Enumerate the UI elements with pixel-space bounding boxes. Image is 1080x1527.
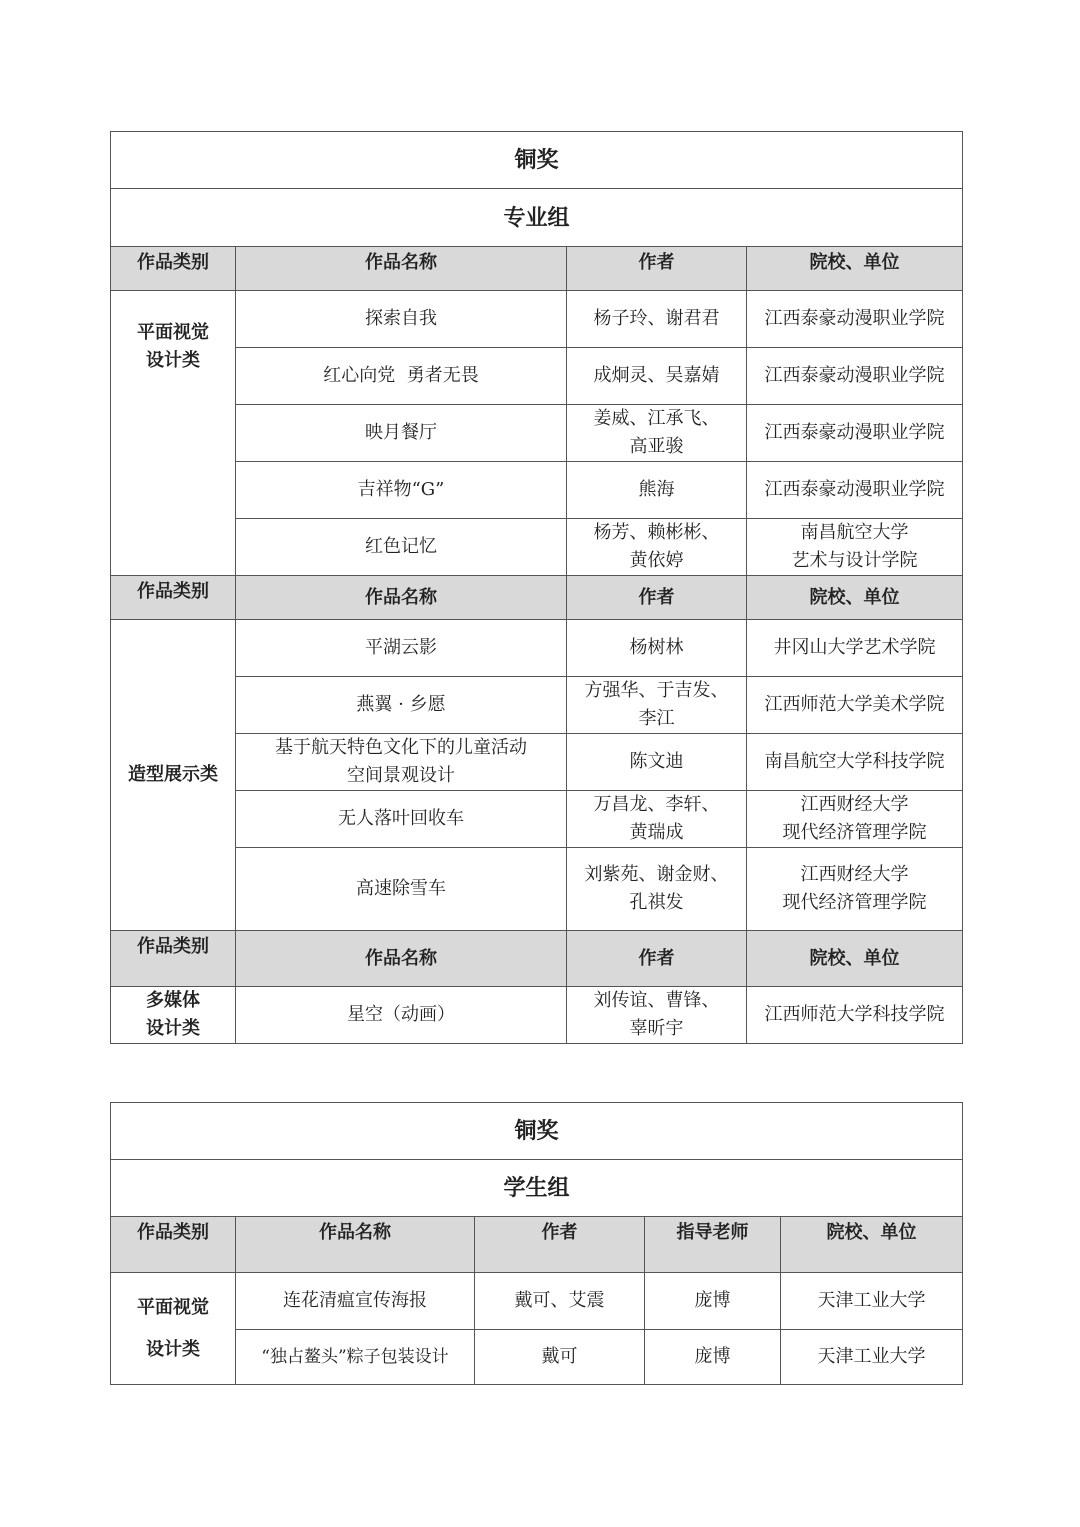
header-school: 院校、单位 bbox=[747, 576, 963, 620]
table-row bbox=[111, 734, 963, 791]
header-category: 作品类别 bbox=[111, 1217, 236, 1273]
work-author: 万昌龙、李轩、 黄瑞成 bbox=[567, 791, 747, 848]
category-multimedia: 多媒体 设计类 bbox=[111, 987, 236, 1044]
work-school: 南昌航空大学 艺术与设计学院 bbox=[747, 519, 963, 576]
work-name: 探索自我 bbox=[236, 291, 567, 348]
work-school: 江西泰豪动漫职业学院 bbox=[747, 405, 963, 462]
work-author: 成炯灵、吴嘉婧 bbox=[567, 348, 747, 405]
category-graphic: 平面视觉 设计类 bbox=[111, 1273, 236, 1385]
header-name: 作品名称 bbox=[236, 931, 567, 987]
header-name: 作品名称 bbox=[236, 1217, 475, 1273]
work-school: 天津工业大学 bbox=[781, 1330, 963, 1385]
work-school: 江西泰豪动漫职业学院 bbox=[747, 291, 963, 348]
work-teacher: 庞博 bbox=[645, 1330, 781, 1385]
work-author: 杨树林 bbox=[567, 620, 747, 677]
work-author: 刘紫苑、谢金财、 孔祺发 bbox=[567, 848, 747, 931]
header-row bbox=[111, 1217, 963, 1273]
header-author: 作者 bbox=[567, 576, 747, 620]
work-author: 方强华、于吉发、 李江 bbox=[567, 677, 747, 734]
table-row bbox=[111, 519, 963, 576]
table-row bbox=[111, 291, 963, 348]
table-row bbox=[111, 677, 963, 734]
award-title: 铜奖 bbox=[111, 1103, 963, 1160]
work-author: 戴可、艾震 bbox=[475, 1273, 645, 1330]
work-name: 连花清瘟宣传海报 bbox=[236, 1273, 475, 1330]
table-row bbox=[111, 348, 963, 405]
student-award-table bbox=[110, 1102, 963, 1385]
work-author: 陈文迪 bbox=[567, 734, 747, 791]
header-school: 院校、单位 bbox=[747, 931, 963, 987]
table-row bbox=[111, 620, 963, 677]
work-name: 无人落叶回收车 bbox=[236, 791, 567, 848]
table-row bbox=[111, 1330, 963, 1385]
header-row bbox=[111, 247, 963, 291]
table-row bbox=[111, 405, 963, 462]
group-title: 专业组 bbox=[111, 189, 963, 247]
work-teacher: 庞博 bbox=[645, 1273, 781, 1330]
table-row bbox=[111, 1273, 963, 1330]
header-school: 院校、单位 bbox=[747, 247, 963, 291]
work-name: 吉祥物“G” bbox=[236, 462, 567, 519]
header-school: 院校、单位 bbox=[781, 1217, 963, 1273]
header-author: 作者 bbox=[475, 1217, 645, 1273]
header-category: 作品类别 bbox=[111, 247, 236, 291]
header-teacher: 指导老师 bbox=[645, 1217, 781, 1273]
work-name: 燕翼 · 乡愿 bbox=[236, 677, 567, 734]
header-author: 作者 bbox=[567, 931, 747, 987]
header-category: 作品类别 bbox=[111, 931, 236, 987]
table-row bbox=[111, 462, 963, 519]
header-author: 作者 bbox=[567, 247, 747, 291]
work-name: 高速除雪车 bbox=[236, 848, 567, 931]
header-row bbox=[111, 931, 963, 987]
work-school: 江西泰豪动漫职业学院 bbox=[747, 462, 963, 519]
work-author: 戴可 bbox=[475, 1330, 645, 1385]
work-school: 江西财经大学 现代经济管理学院 bbox=[747, 848, 963, 931]
category-model: 造型展示类 bbox=[111, 620, 236, 931]
work-school: 江西师范大学美术学院 bbox=[747, 677, 963, 734]
work-name: 红色记忆 bbox=[236, 519, 567, 576]
work-author: 刘传谊、曹锋、 辜昕宇 bbox=[567, 987, 747, 1044]
header-row bbox=[111, 576, 963, 620]
header-category: 作品类别 bbox=[111, 576, 236, 620]
work-author: 姜威、江承飞、 高亚骏 bbox=[567, 405, 747, 462]
table-row bbox=[111, 791, 963, 848]
professional-award-table bbox=[110, 131, 963, 1044]
header-name: 作品名称 bbox=[236, 247, 567, 291]
work-author: 熊海 bbox=[567, 462, 747, 519]
work-name: 基于航天特色文化下的儿童活动 空间景观设计 bbox=[236, 734, 567, 791]
work-name: 星空（动画） bbox=[236, 987, 567, 1044]
work-school: 井冈山大学艺术学院 bbox=[747, 620, 963, 677]
work-author: 杨子玲、谢君君 bbox=[567, 291, 747, 348]
table-row bbox=[111, 987, 963, 1044]
work-name: 红心向党 勇者无畏 bbox=[236, 348, 567, 405]
work-school: 南昌航空大学科技学院 bbox=[747, 734, 963, 791]
work-school: 天津工业大学 bbox=[781, 1273, 963, 1330]
work-school: 江西财经大学 现代经济管理学院 bbox=[747, 791, 963, 848]
work-school: 江西师范大学科技学院 bbox=[747, 987, 963, 1044]
work-name: “独占鳌头”粽子包装设计 bbox=[236, 1330, 475, 1385]
work-name: 映月餐厅 bbox=[236, 405, 567, 462]
award-title: 铜奖 bbox=[111, 132, 963, 189]
work-author: 杨芳、赖彬彬、 黄依婷 bbox=[567, 519, 747, 576]
table-row bbox=[111, 848, 963, 931]
header-name: 作品名称 bbox=[236, 576, 567, 620]
group-title: 学生组 bbox=[111, 1160, 963, 1217]
category-graphic: 平面视觉 设计类 bbox=[111, 291, 236, 576]
work-school: 江西泰豪动漫职业学院 bbox=[747, 348, 963, 405]
work-name: 平湖云影 bbox=[236, 620, 567, 677]
